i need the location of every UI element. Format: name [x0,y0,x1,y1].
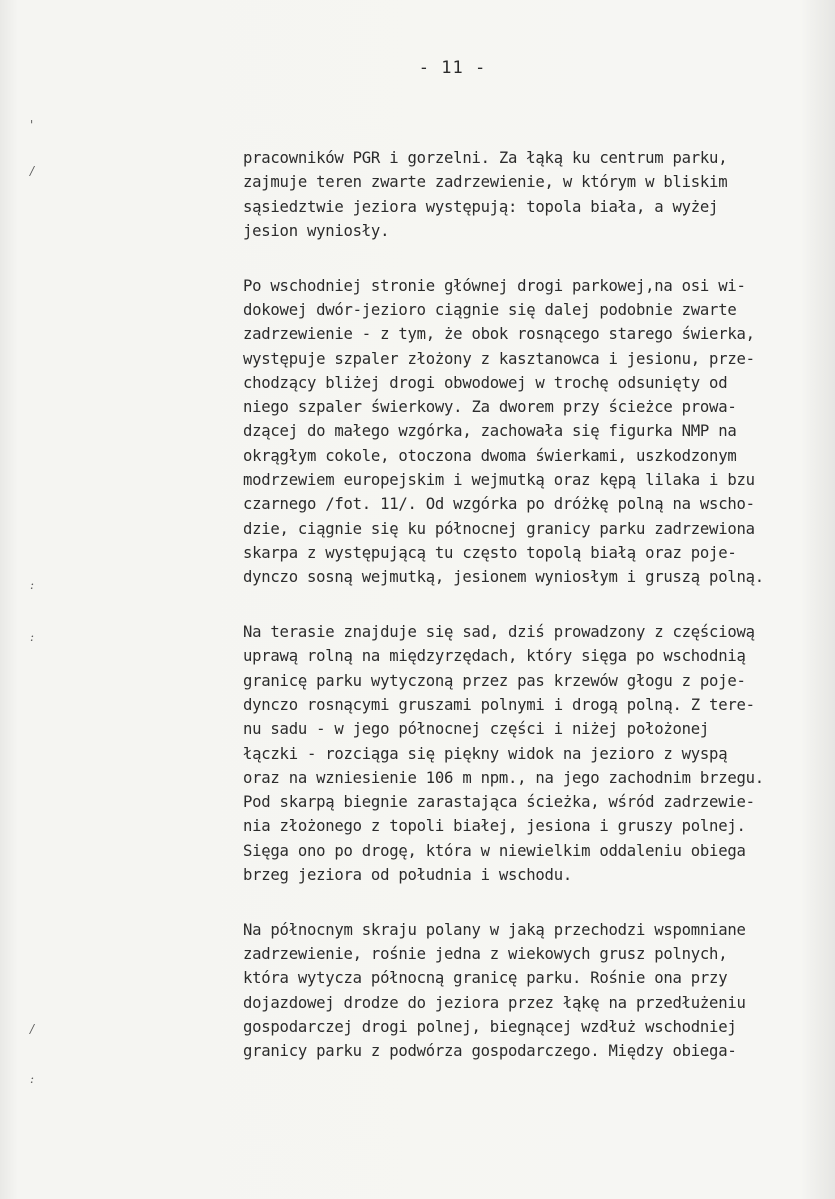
text-line: Na terasie znajduje się sad, dziś prowadzony z częściową [243,623,755,642]
text-line: nia złożonego z topoli białej, jesiona i gruszy polnej. [243,817,746,836]
text-line: która wytycza północną granicę parku. Rośnie ona przy [243,969,728,988]
margin-mark: : [30,1072,35,1086]
text-line: modrzewiem europejskim i wejmutką oraz kępą lilaka i bzu [243,471,755,490]
margin-mark: / [30,164,35,178]
text-line: dzie, ciągnie się ku północnej granicy parku zadrzewiona [243,519,755,538]
text-line: jesion wyniosły. [243,221,390,240]
text-line: dojazdowej drodze do jeziora przez łąkę na przedłużeniu [243,993,746,1012]
text-line: łączki - rozciąga się piękny widok na jezioro z wyspą [243,744,728,763]
text-line: uprawą rolną na międzyrzędach, który sięga po wschodnią [243,647,746,666]
margin-mark: ' [30,118,34,132]
paragraph-1 [243,146,833,243]
page-number: - 11 - [418,58,487,78]
text-line: pracowników PGR i gorzelni. Za łąką ku centrum parku, [243,149,728,167]
margin-mark: / [30,1022,35,1036]
text-line: zadrzewienie, rośnie jedna z wiekowych grusz polnych, [243,945,728,964]
margin-mark: : [30,578,35,592]
body-text [243,146,833,1094]
text-line: Pod skarpą biegnie zarastająca ścieżka, wśród zadrzewie- [243,793,755,812]
paragraph-2 [243,274,833,590]
text-line: sąsiedztwie jeziora występują: topola biała, a wyżej [243,197,719,216]
text-line: czarnego /fot. 11/. Od wzgórka po dróżkę polną na wscho- [243,495,755,514]
text-line: brzeg jeziora od południa i wschodu. [243,866,572,885]
text-line: nu sadu - w jego północnej części i niżej położonej [243,720,710,739]
margin-mark: : [30,630,35,644]
text-line: zadrzewienie - z tym, że obok rosnącego starego świerka, [243,325,755,344]
text-line: chodzący bliżej drogi obwodowej w trochę odsunięty od [243,373,728,392]
text-line: dokowej dwór-jezioro ciągnie się dalej podobnie zwarte [243,300,737,319]
text-line: gospodarczej drogi polnej, biegnącej wzdłuż wschodniej [243,1018,737,1036]
paragraph-3 [243,620,833,887]
text-line: granicy parku z podwórza gospodarczego. Między obiega- [243,1042,737,1061]
text-line: skarpa z występującą tu często topolą białą oraz poje- [243,543,737,562]
paragraph-4 [243,918,833,1064]
text-line: niego szpaler świerkowy. Za dworem przy ścieżce prowa- [243,398,737,417]
text-line: dzącej do małego wzgórka, zachowała się figurka NMP na [243,422,737,441]
text-line: dynczo sosną wejmutką, jesionem wyniosłym i gruszą polną. [243,568,764,587]
text-line: Po wschodniej stronie głównej drogi parkowej,na osi wi- [243,276,746,295]
text-line: występuje szpaler złożony z kasztanowca i jesionu, prze- [243,349,755,368]
text-line: zajmuje teren zwarte zadrzewienie, w którym w bliskim [243,173,728,192]
text-line: dynczo rosnącymi gruszami polnymi i drogą polną. Z tere- [243,695,755,714]
text-line: Na północnym skraju polany w jaką przechodzi wspomniane [243,920,746,939]
text-line: Sięga ono po drogę, która w niewielkim oddaleniu obiega [243,841,746,860]
text-line: oraz na wzniesienie 106 m npm., na jego zachodnim brzegu. [243,768,764,787]
text-line: granicę parku wytyczoną przez pas krzewów głogu z poje- [243,671,746,690]
text-line: okrągłym cokole, otoczona dwoma świerkami, uszkodzonym [243,446,737,465]
